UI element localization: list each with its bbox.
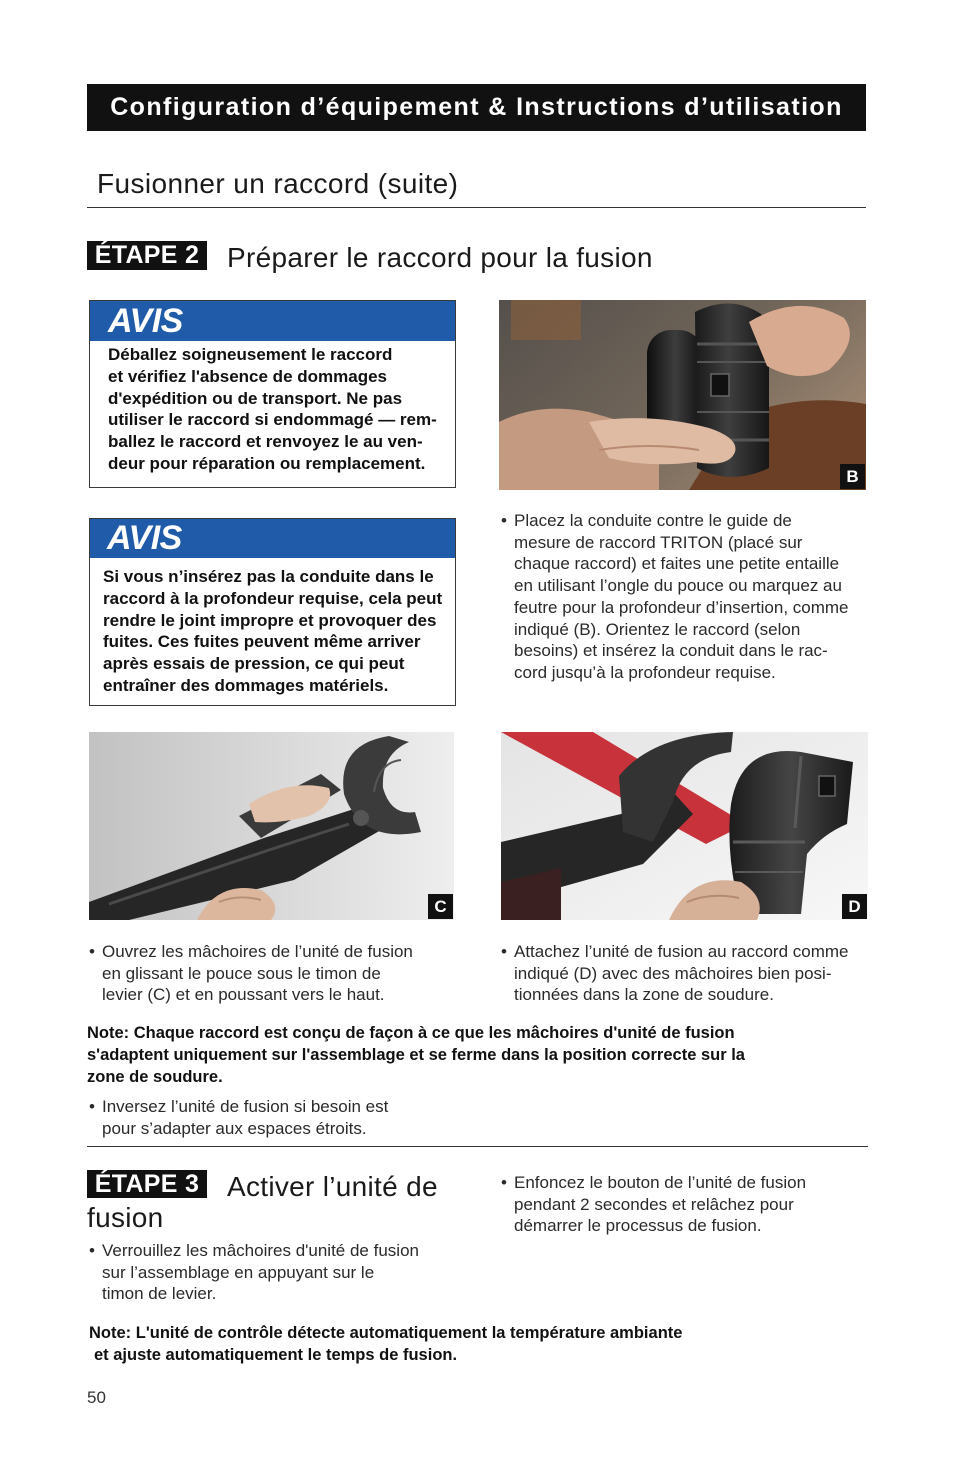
instruction-reverse-unit [89,1096,454,1139]
step-3-badge: ÉTAPE 3 [87,1170,207,1198]
chapter-header-title: Configuration d’équipement & Instructions d’utilisation [110,93,843,121]
notice-line: rendre le joint impropre et provoquer des [103,610,437,630]
bullet-icon: • [89,942,95,961]
bullet-icon: • [501,1173,507,1192]
photo-b-scene [499,300,866,490]
page-number: 50 [87,1388,106,1407]
bullet-icon: • [89,1241,95,1260]
instruction-attach-unit [501,941,868,1006]
note-line: et ajuste automatiquement le temps de fusion. [94,1346,458,1364]
instruction-line: sur l’assemblage en appuyant sur le [102,1262,375,1282]
instruction-line: en glissant le pouce sous le timon de [102,963,381,983]
step-3-title-line-1: Activer l’unité de [227,1171,438,1202]
notice-line: après essais de pression, ce qui peut [103,654,405,674]
notice-line: fuites. Ces fuites peuvent même arriver [103,632,421,652]
photo-c-open-jaws [89,732,454,920]
instruction-line: Inversez l’unité de fusion si besoin est [102,1097,389,1116]
notice-line: entraîner des dommages matériels. [103,675,389,695]
notice-line: utiliser le raccord si endommagé — rem- [108,410,437,430]
note-line: Note: Chaque raccord est conçu de façon à ce que les mâchoires d'unité de fusion [87,1024,735,1042]
instruction-line: indiqué (B). Orientez le raccord (selon [514,619,801,639]
bullet-icon: • [501,511,507,530]
note-line: zone de soudure. [87,1068,223,1086]
instruction-line: feutre pour la profondeur d’insertion, comme [514,597,849,617]
notice-heading: AVIS [90,301,455,341]
instruction-line: pendant 2 secondes et relâchez pour [514,1194,794,1214]
photo-c-scene [89,732,454,920]
notice-line: et vérifiez l'absence de dommages [108,366,387,386]
notice-text [90,566,455,697]
instruction-line: chaque raccord) et faites une petite entaille [514,554,840,574]
instruction-line: Verrouillez les mâchoires d'unité de fusion [102,1241,419,1260]
photo-d-attach-unit [501,732,868,920]
photo-c-illustration [89,732,454,920]
instruction-line: Ouvrez les mâchoires de l’unité de fusion [102,942,413,961]
notice-line: deur pour réparation ou remplacement. [108,453,426,473]
instruction-open-jaws [89,941,454,1006]
photo-c-label: C [428,894,453,919]
notice-box-depth [89,518,456,706]
instruction-line: Placez la conduite contre le guide de [514,511,792,530]
notice-line: raccord à la profondeur requise, cela peut [103,588,443,608]
photo-b-illustration [499,300,866,490]
section-title: Fusionner un raccord (suite) [97,168,459,199]
instruction-line: Attachez l’unité de fusion au raccord comme [514,942,849,961]
instruction-line: besoins) et insérez la conduit dans le rac- [514,641,828,661]
bullet-icon: • [89,1097,95,1116]
note-line: Note: L'unité de contrôle détecte automatiquement la température ambiante [89,1324,683,1342]
instruction-press-button [501,1172,868,1237]
instruction-line: en utilisant l’ongle du pouce ou marquez au [514,576,842,596]
chapter-header [87,84,866,131]
notice-box-unpack [89,300,456,488]
photo-b-label: B [840,464,865,489]
note-auto-temperature [89,1322,682,1366]
notice-heading: AVIS [90,519,455,558]
notice-text [90,344,455,475]
instruction-line: cord jusqu’à la profondeur requise. [514,662,776,682]
photo-b-pipe-measure [499,300,866,490]
step-2-title: Préparer le raccord pour la fusion [227,242,653,273]
instruction-lock-jaws [89,1240,454,1305]
instruction-line: tionnées dans la zone de soudure. [514,985,774,1005]
instruction-line: Enfoncez le bouton de l’unité de fusion [514,1173,807,1192]
notice-line: d'expédition ou de transport. Ne pas [108,388,403,408]
instruction-line: indiqué (D) avec des mâchoires bien posi- [514,963,832,983]
notice-line: Si vous n’insérez pas la conduite dans le [103,567,434,586]
instruction-line: levier (C) et en poussant vers le haut. [102,985,385,1005]
instruction-line: timon de levier. [102,1284,217,1304]
photo-d-illustration [501,732,868,920]
step-2-badge: ÉTAPE 2 [87,241,207,270]
step-divider [87,1146,868,1147]
section-divider [87,207,866,208]
note-line: s'adaptent uniquement sur l'assemblage et se ferme dans la position correcte sur la [87,1046,745,1064]
photo-d-scene [501,732,868,920]
instruction-line: démarrer le processus de fusion. [514,1216,762,1236]
step-3-title-line-2: fusion [87,1202,164,1233]
bullet-icon: • [501,942,507,961]
photo-d-label: D [842,894,867,919]
instruction-line: pour s’adapter aux espaces étroits. [102,1118,367,1138]
notice-line: ballez le raccord et renvoyez le au ven- [108,432,423,452]
instruction-insert-pipe [501,510,866,684]
notice-line: Déballez soigneusement le raccord [108,345,393,364]
note-jaws-fit [87,1022,745,1088]
instruction-line: mesure de raccord TRITON (placé sur [514,532,803,552]
